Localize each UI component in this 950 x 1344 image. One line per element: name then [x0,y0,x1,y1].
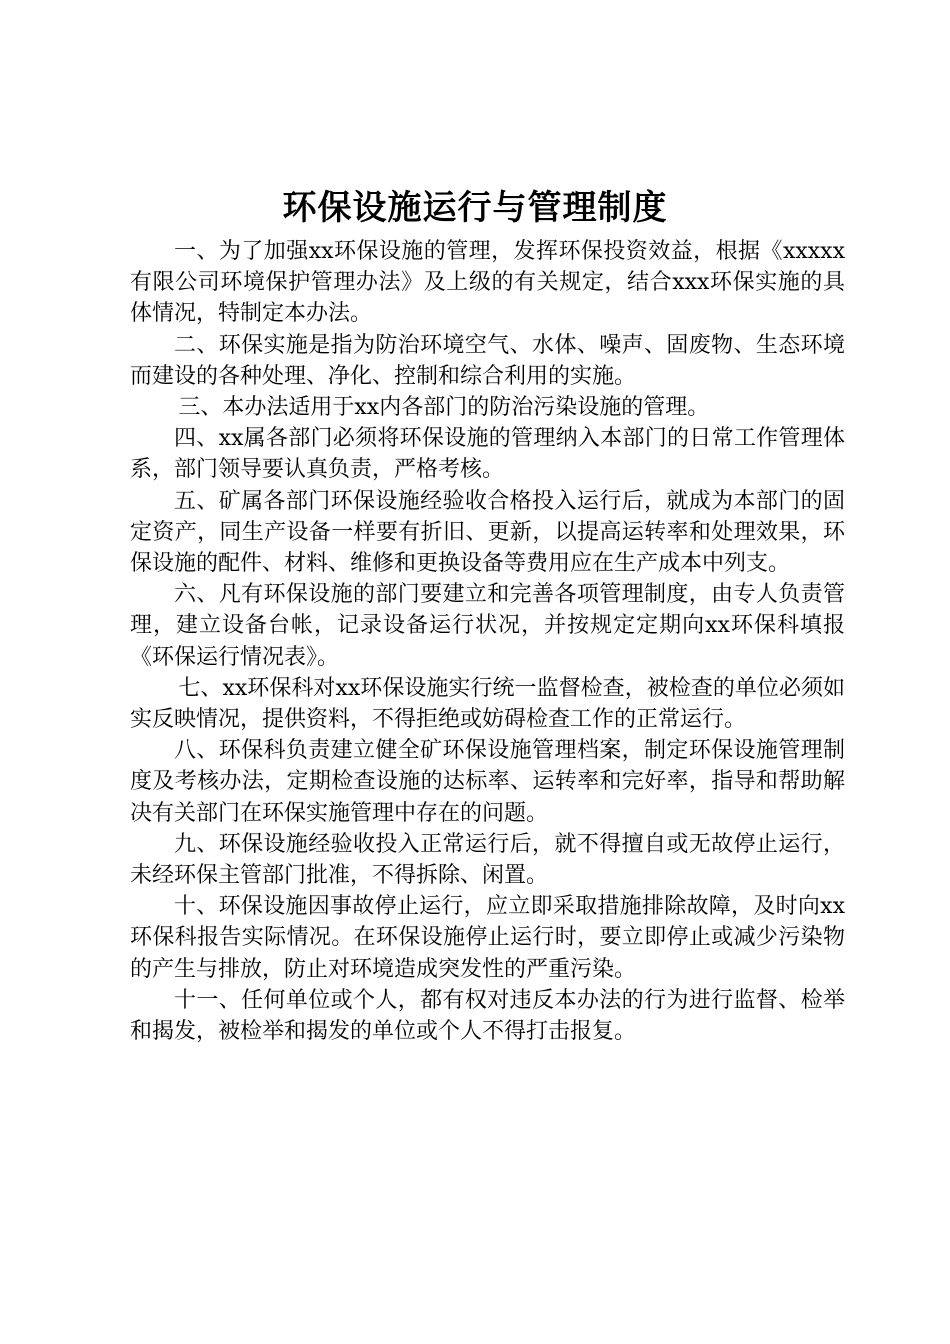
paragraph-1: 一、为了加强xx环保设施的管理，发挥环保投资效益，根据《xxxxx有限公司环境保护管理办法》及上级的有关规定，结合xxx环保实施的具体情况，特制定本办法。 [130,239,845,327]
paragraph-5: 五、矿属各部门环保设施经验收合格投入运行后，就成为本部门的固定资产，同生产设备一样要有折旧、更新，以提高运转率和处理效果，环保设施的配件、材料、维修和更换设备等费用应在生产成本中列支。 [130,488,845,577]
paragraph-11: 十一、任何单位或个人，都有权对违反本办法的行为进行监督、检举和揭发，被检举和揭发的单位或个人不得打击报复。 [130,987,845,1045]
document-body [130,236,845,1047]
paragraph-6: 六、凡有环保设施的部门要建立和完善各项管理制度，由专人负责管理，建立设备台帐，记录设备运行状况，并按规定定期向xx环保科填报《环保运行情况表》。 [130,582,845,670]
paragraph-8: 八、环保科负责建立健全矿环保设施管理档案，制定环保设施管理制度及考核办法，定期检查设施的达标率、运转率和完好率，指导和帮助解决有关部门在环保实施管理中存在的问题。 [130,738,845,826]
paragraph-10: 十、环保设施因事故停止运行，应立即采取措施排除故障，及时向xx环保科报告实际情况。在环保设施停止运行时，要立即停止或减少污染物的产生与排放，防止对环境造成突发性的严重污染。 [130,894,845,982]
paragraph-4: 四、xx属各部门必须将环保设施的管理纳入本部门的日常工作管理体系，部门领导要认真负责，严格考核。 [130,426,845,483]
paragraph-2: 二、环保实施是指为防治环境空气、水体、噪声、固废物、生态环境而建设的各种处理、净化、控制和综合利用的实施。 [130,332,845,389]
paragraph-7: 七、xx环保科对xx环保设施实行统一监督检查，被检查的单位必须如实反映情况，提供资料，不得拒绝或妨碍检查工作的正常运行。 [130,675,845,733]
document-title: 环保设施运行与管理制度 [282,188,668,228]
paragraph-3: 三、本办法适用于xx内各部门的防治污染设施的管理。 [178,395,710,421]
paragraph-9: 九、环保设施经验收投入正常运行后，就不得擅自或无故停止运行，未经环保主管部门批准，不得拆除、闲置。 [130,831,845,889]
